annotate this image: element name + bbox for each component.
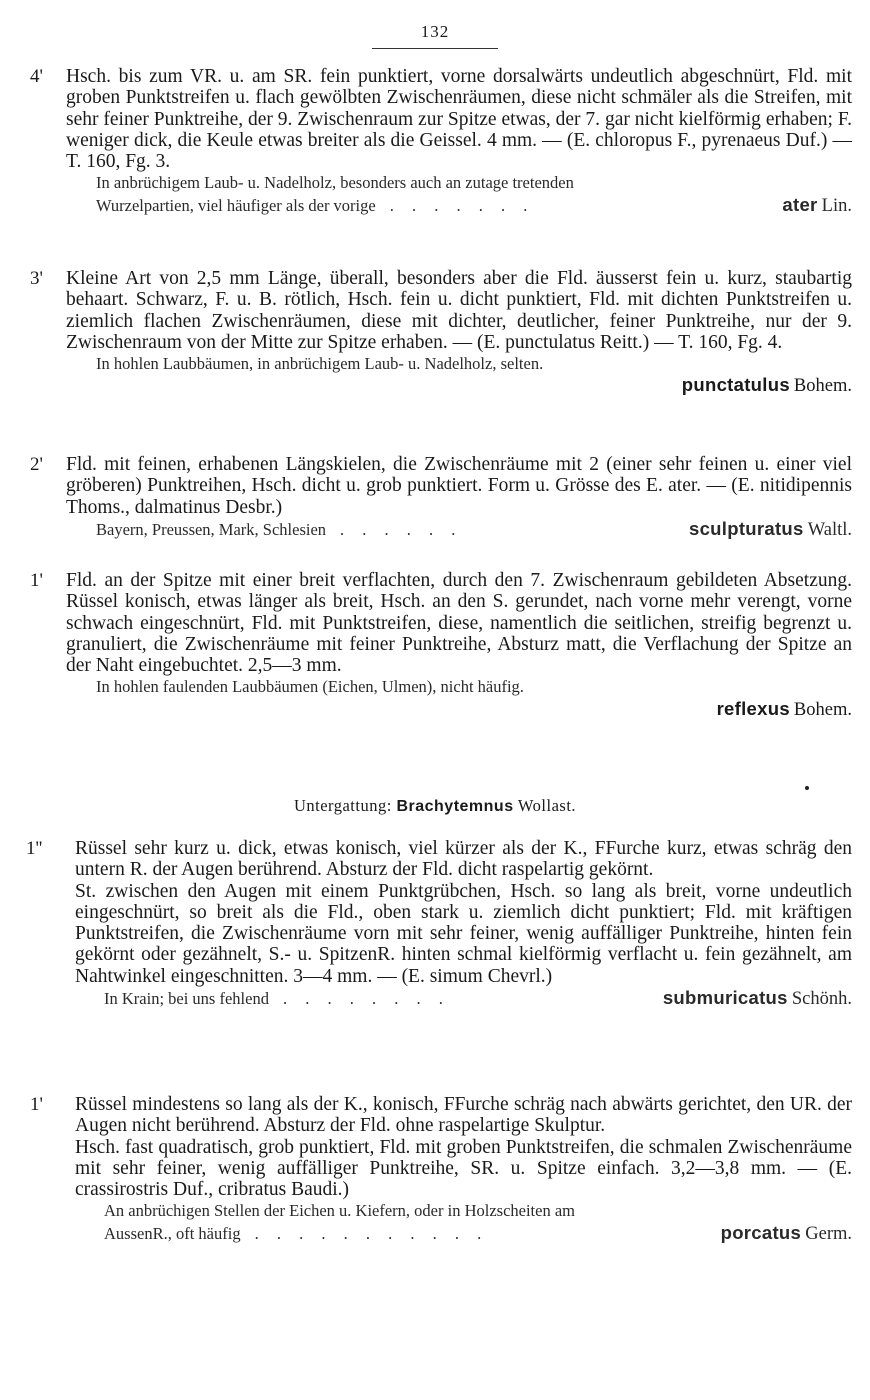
habitat-species-line [104, 987, 852, 1010]
species-epithet: reflexus [716, 697, 790, 719]
key-entry-2 [0, 454, 870, 541]
species-name [782, 194, 852, 217]
habitat-line: In hohlen Laubbäumen, in anbrüchigem Laub- u. Nadelholz, selten. [96, 354, 544, 374]
species-name [689, 518, 852, 541]
species-epithet: ater [782, 193, 818, 215]
species-author: Waltl. [807, 519, 852, 540]
species-author: Bohem. [793, 699, 852, 720]
habitat-line: In hohlen faulenden Laubbäumen (Eichen, Ulmen), nicht häufig. [96, 677, 524, 697]
key-entry-4 [0, 66, 870, 217]
species-epithet: porcatus [720, 1221, 802, 1243]
entry-marker: 1'' [26, 838, 43, 859]
species-epithet: punctatulus [681, 374, 790, 396]
entry-marker: 2' [30, 454, 43, 475]
species-epithet: submuricatus [662, 987, 788, 1009]
entry-marker: 3' [30, 268, 43, 289]
key-entry-3 [0, 268, 870, 398]
habitat-line: AussenR., oft häufig [104, 1223, 241, 1243]
entry-description: Hsch. bis zum VR. u. am SR. fein punktiert, vorne dorsalwärts undeutlich abgeschnürt, Fld. mit groben Punktstreifen u. flach gewölbten Zwischenräumen, diese nicht schmäler als die Streifen, mit sehr feiner Punktreihe, der 9. Zwischenraum zur Spitze etwas, der 7. gar nicht kielförmig erhaben; F. weniger dick, die Keule etwas breiter als die Geissel. 4 mm. — (E. chloropus F., pyrenaeus Duf.) — T. 160, Fg. 3. [66, 66, 852, 173]
page-number: 132 [420, 22, 450, 41]
species-epithet: sculpturatus [689, 517, 804, 539]
subgenus-heading [0, 796, 870, 816]
leader-dots: . . . . . . [340, 519, 463, 539]
habitat-line: In anbrüchigem Laub- u. Nadelholz, besonders auch an zutage tretenden [96, 173, 574, 193]
key-entry-1-double [0, 838, 870, 1010]
entry-description: Kleine Art von 2,5 mm Länge, überall, besonders aber die Fld. äusserst fein u. kurz, staubartig behaart. Schwarz, F. u. B. rötlich, Hsch. fein u. dicht punktiert, Fld. mit dichten Punktstreifen u. ziemlich flachen Zwischenräumen, diese mit dichter, deutlicher, feiner Punktreihe, nur der 9. Zwischenraum von der Mitte zur Spitze erhaben. — (E. punctulatus Reitt.) — T. 160, Fg. 4. [66, 268, 852, 353]
habitat-species-line [104, 1222, 852, 1245]
subgenus-name: Brachytemnus [396, 798, 514, 815]
species-name [96, 698, 852, 721]
habitat-line: Wurzelpartien, viel häufiger als der vorige [96, 195, 376, 215]
species-author: Lin. [821, 195, 852, 216]
species-name [721, 1222, 852, 1245]
header-rule [372, 48, 498, 49]
habitat-species-line [96, 518, 852, 541]
entry-description: Rüssel sehr kurz u. dick, etwas konisch, viel kürzer als der K., FFurche kurz, etwas schräg den untern R. der Augen berührend. Absturz der Fld. dicht raspelartig gekörnt. [75, 838, 852, 881]
key-entry-1-alt [0, 1094, 870, 1245]
entry-details: Hsch. fast quadratisch, grob punktiert, Fld. mit groben Punktstreifen, die schmalen Zwischenräume mit sehr feiner, wenig auffälliger Punktreihe, SR. u. Spitze einfach. 3,2—3,8 mm. — (E. crassirostris Duf., cribratus Baudi.) [75, 1136, 852, 1201]
entry-details: St. zwischen den Augen mit einem Punktgrübchen, Hsch. so lang als breit, vorne undeutlich eingeschnürt, so breit als die Fld., oben stark u. ziemlich dicht punktiert; Fld. mit kräftigen Punktstreifen, die Zwischenräume vorn mit sehr feiner, wenig auffälliger Punktreihe, hinten fein gekörnt oder gezähnelt, S.- u. SpitzenR. hinten schmal kielförmig verflacht u. fein gezähnelt, am Nahtwinkel eingeschnitten. 3—4 mm. — (E. simum Chevrl.) [75, 880, 852, 987]
entry-description: Fld. an der Spitze mit einer breit verflachten, durch den 7. Zwischenraum gebildeten Absetzung. Rüssel konisch, etwas länger als breit, Hsch. an den S. gerundet, nach vorne mehr verengt, vorne schwach eingeschnürt, Fld. mit Punktstreifen, diese, namentlich die seitlichen, streifig begrenzt u. granuliert, die Zwischenräume mit feiner Punktreihe, Absturz matt, die Verflachung der Spitze an der Naht eingebuchtet. 2,5—3 mm. [66, 570, 852, 677]
entry-marker: 1' [30, 570, 43, 591]
species-name [663, 987, 852, 1010]
species-author: Germ. [805, 1223, 852, 1244]
habitat-species-line [96, 194, 852, 217]
stray-dot [805, 786, 809, 790]
leader-dots: . . . . . . . . . . . [254, 1223, 489, 1243]
habitat-line: Bayern, Preussen, Mark, Schlesien [96, 519, 327, 539]
species-author: Bohem. [793, 376, 852, 397]
habitat-line: An anbrüchigen Stellen der Eichen u. Kiefern, oder in Holzscheiten am [104, 1201, 575, 1221]
subgenus-prefix: Untergattung: [293, 796, 392, 815]
species-author: Schönh. [791, 989, 852, 1010]
habitat-line: In Krain; bei uns fehlend [104, 989, 269, 1009]
key-entry-1 [0, 570, 870, 721]
entry-marker: 4' [30, 66, 43, 87]
entry-marker: 1' [30, 1094, 43, 1115]
species-name [96, 374, 852, 397]
entry-description: Fld. mit feinen, erhabenen Längskielen, die Zwischenräume mit 2 (einer sehr feinen u. einer viel gröberen) Punktreihen, Hsch. dicht u. grob punktiert. Form u. Grösse des E. ater. — (E. nitidipennis Thoms., dalmatinus Desbr.) [66, 454, 852, 518]
leader-dots: . . . . . . . . [282, 989, 450, 1009]
leader-dots: . . . . . . . [389, 195, 535, 215]
subgenus-author: Wollast. [517, 796, 577, 815]
entry-description: Rüssel mindestens so lang als der K., konisch, FFurche schräg nach abwärts gerichtet, den UR. der Augen nicht berührend. Absturz der Fld. ohne raspelartige Skulptur. [75, 1094, 852, 1137]
